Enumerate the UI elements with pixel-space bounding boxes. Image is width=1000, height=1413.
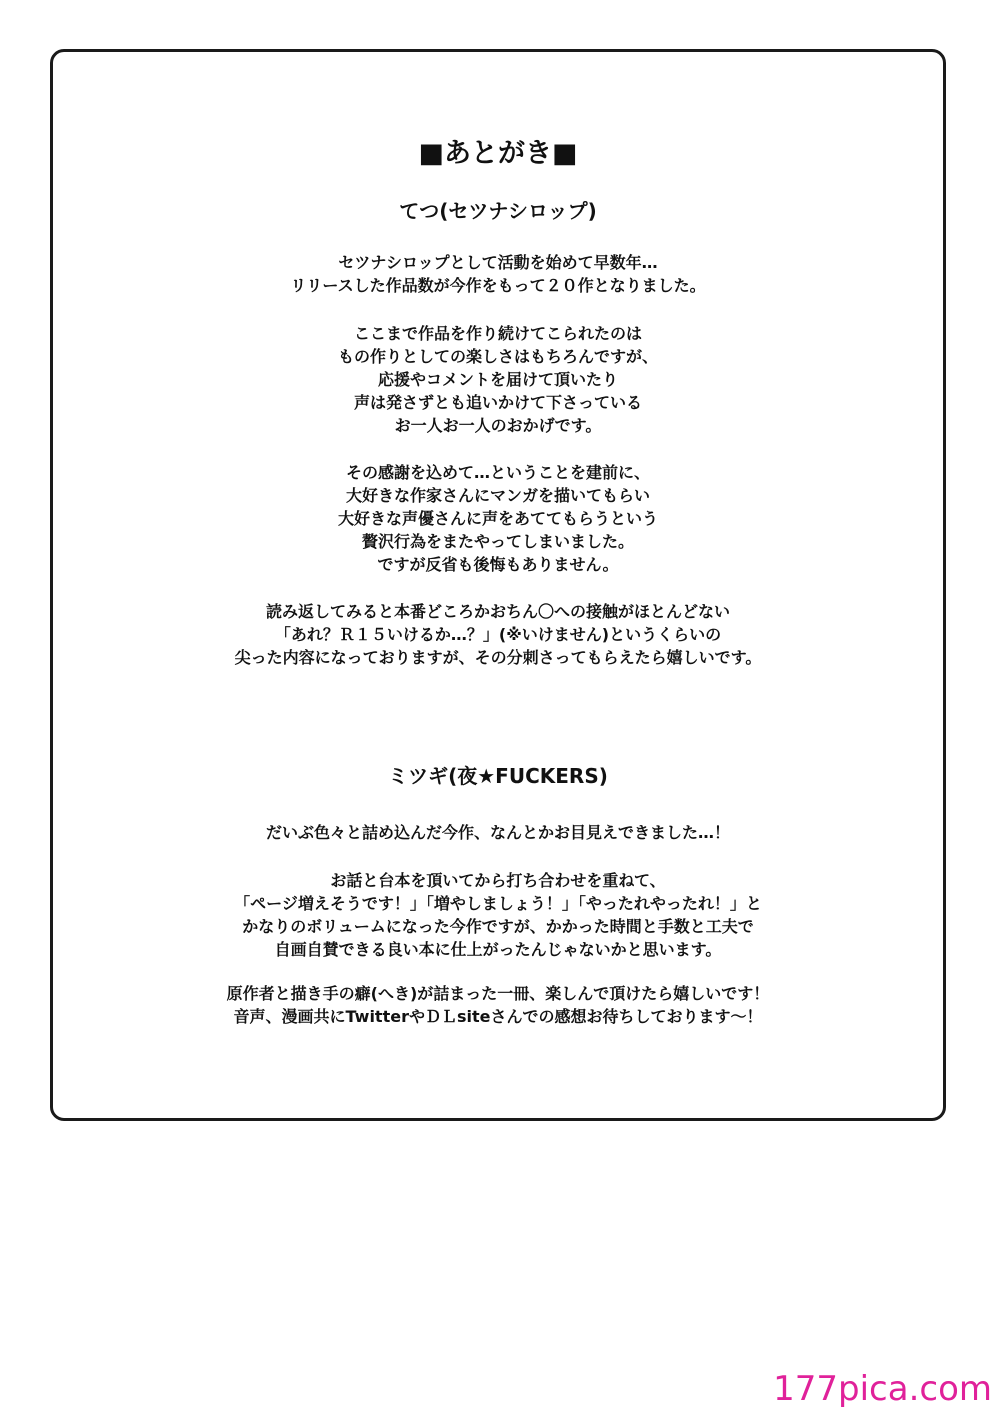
section1-paragraph-3 <box>50 461 946 576</box>
text-line: 自画自賛できる良い本に仕上がったんじゃないかと思います。 <box>274 940 722 959</box>
section1-paragraph-4 <box>50 600 946 669</box>
text-line: だいぶ色々と詰め込んだ今作、なんとかお目見えできました…！ <box>265 823 730 842</box>
section1-paragraph-2 <box>50 322 946 437</box>
text-line: セツナシロップとして活動を始めて早数年… <box>338 253 658 272</box>
section2-author: ミツギ(夜★FUCKERS) <box>388 764 608 788</box>
section2-paragraph-3 <box>50 982 946 1028</box>
text-line: リリースした作品数が今作をもって２０作となりました。 <box>290 276 706 295</box>
text-line: 読み返してみると本番どころかおちん〇への接触がほとんどない <box>265 602 730 621</box>
section2-paragraph-1 <box>50 821 946 844</box>
text-line: 声は発さずとも追いかけて下さっている <box>353 393 642 412</box>
text-line: お一人お一人のおかげです。 <box>394 416 602 435</box>
text-line: 原作者と描き手の癖(へき)が詰まった一冊、楽しんで頂けたら嬉しいです！ <box>226 984 770 1003</box>
site-watermark: 177pica.com <box>773 1369 992 1409</box>
page-title: ■あとがき■ <box>418 138 578 169</box>
text-line: 応援やコメントを届けて頂いたり <box>377 370 618 389</box>
text-line: お話と台本を頂いてから打ち合わせを重ねて、 <box>330 871 666 890</box>
text-line: ここまで作品を作り続けてこられたのは <box>353 324 642 343</box>
text-line: 音声、漫画共にTwitterやＤＬsiteさんでの感想お待ちしております～！ <box>233 1007 763 1026</box>
text-line: 「あれ？Ｒ１５いけるか…？」(※いけません)というくらいの <box>274 625 722 644</box>
section2-paragraph-2 <box>50 869 946 961</box>
section1-paragraph-1 <box>50 251 946 297</box>
text-line: その感謝を込めて…ということを建前に、 <box>345 463 650 482</box>
text-line: もの作りとしての楽しさはもちろんですが、 <box>337 347 658 366</box>
section1-author: てつ(セツナシロップ) <box>399 199 597 223</box>
text-line: 大好きな声優さんに声をあててもらうという <box>337 509 658 528</box>
text-line: かなりのボリュームになった今作ですが、かかった時間と手数と工夫で <box>242 917 754 936</box>
text-line: 大好きな作家さんにマンガを描いてもらい <box>345 486 650 505</box>
text-line: ですが反省も後悔もありません。 <box>377 555 619 574</box>
text-line: 「ページ増えそうです！」「増やしましょう！」「やったれやったれ！」と <box>234 894 762 913</box>
text-line: 尖った内容になっておりますが、その分刺さってもらえたら嬉しいです。 <box>234 648 762 667</box>
text-line: 贅沢行為をまたやってしまいました。 <box>361 532 634 551</box>
